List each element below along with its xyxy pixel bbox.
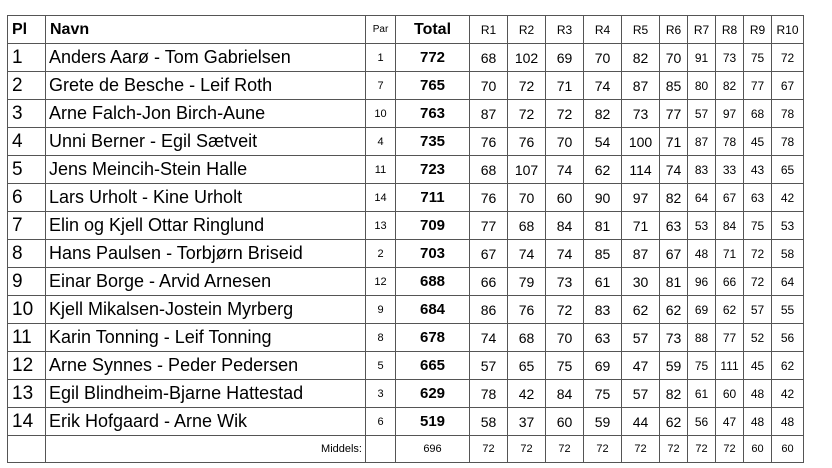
- placement-cell: 8: [8, 240, 46, 268]
- header-round: R1: [470, 16, 508, 44]
- round-score-cell: 44: [622, 408, 660, 436]
- round-score-cell: 81: [660, 268, 688, 296]
- header-round: R5: [622, 16, 660, 44]
- total-score-cell: 519: [396, 408, 470, 436]
- footer-round-average: 72: [470, 436, 508, 463]
- round-score-cell: 77: [660, 100, 688, 128]
- placement-cell: 6: [8, 184, 46, 212]
- round-score-cell: 45: [744, 352, 772, 380]
- round-score-cell: 70: [584, 44, 622, 72]
- round-score-cell: 85: [660, 72, 688, 100]
- round-score-cell: 63: [660, 212, 688, 240]
- total-score-cell: 735: [396, 128, 470, 156]
- pair-name-cell: Unni Berner - Egil Sætveit: [46, 128, 366, 156]
- round-score-cell: 80: [688, 72, 716, 100]
- placement-cell: 3: [8, 100, 46, 128]
- round-score-cell: 72: [546, 296, 584, 324]
- placement-cell: 7: [8, 212, 46, 240]
- round-score-cell: 86: [470, 296, 508, 324]
- round-score-cell: 62: [660, 296, 688, 324]
- round-score-cell: 77: [470, 212, 508, 240]
- pair-number-cell: 6: [366, 408, 396, 436]
- round-score-cell: 82: [716, 72, 744, 100]
- round-score-cell: 61: [584, 268, 622, 296]
- pair-name-cell: Erik Hofgaard - Arne Wik: [46, 408, 366, 436]
- pair-number-cell: 5: [366, 352, 396, 380]
- pair-number-cell: 9: [366, 296, 396, 324]
- round-score-cell: 53: [772, 212, 804, 240]
- pair-name-cell: Kjell Mikalsen-Jostein Myrberg: [46, 296, 366, 324]
- round-score-cell: 68: [470, 44, 508, 72]
- round-score-cell: 70: [508, 184, 546, 212]
- round-score-cell: 83: [688, 156, 716, 184]
- round-score-cell: 57: [622, 324, 660, 352]
- round-score-cell: 74: [508, 240, 546, 268]
- placement-cell: 11: [8, 324, 46, 352]
- round-score-cell: 64: [688, 184, 716, 212]
- round-score-cell: 70: [470, 72, 508, 100]
- round-score-cell: 72: [546, 100, 584, 128]
- round-score-cell: 97: [716, 100, 744, 128]
- pair-number-cell: 1: [366, 44, 396, 72]
- table-row: [8, 72, 804, 100]
- placement-cell: 12: [8, 352, 46, 380]
- header-total: Total: [396, 16, 470, 44]
- header-round: R6: [660, 16, 688, 44]
- round-score-cell: 62: [584, 156, 622, 184]
- round-score-cell: 54: [584, 128, 622, 156]
- round-score-cell: 71: [622, 212, 660, 240]
- round-score-cell: 75: [546, 352, 584, 380]
- round-score-cell: 45: [744, 128, 772, 156]
- round-score-cell: 65: [508, 352, 546, 380]
- pair-number-cell: 13: [366, 212, 396, 240]
- footer-total-average: 696: [396, 436, 470, 463]
- pair-number-cell: 3: [366, 380, 396, 408]
- round-score-cell: 72: [744, 240, 772, 268]
- round-score-cell: 75: [584, 380, 622, 408]
- round-score-cell: 48: [688, 240, 716, 268]
- round-score-cell: 56: [772, 324, 804, 352]
- round-score-cell: 82: [584, 100, 622, 128]
- round-score-cell: 77: [716, 324, 744, 352]
- round-score-cell: 42: [772, 380, 804, 408]
- footer-round-average: 72: [584, 436, 622, 463]
- round-score-cell: 67: [470, 240, 508, 268]
- round-score-cell: 42: [772, 184, 804, 212]
- round-score-cell: 57: [744, 296, 772, 324]
- table-row: [8, 100, 804, 128]
- total-score-cell: 765: [396, 72, 470, 100]
- round-score-cell: 114: [622, 156, 660, 184]
- header-round: R2: [508, 16, 546, 44]
- total-score-cell: 709: [396, 212, 470, 240]
- round-score-cell: 74: [584, 72, 622, 100]
- footer-round-average: 60: [772, 436, 804, 463]
- pair-name-cell: Lars Urholt - Kine Urholt: [46, 184, 366, 212]
- table-row: [8, 240, 804, 268]
- round-score-cell: 78: [772, 100, 804, 128]
- round-score-cell: 74: [546, 156, 584, 184]
- round-score-cell: 56: [688, 408, 716, 436]
- placement-cell: 1: [8, 44, 46, 72]
- placement-cell: 5: [8, 156, 46, 184]
- round-score-cell: 75: [744, 212, 772, 240]
- placement-cell: 10: [8, 296, 46, 324]
- round-score-cell: 77: [744, 72, 772, 100]
- footer-round-average: 72: [660, 436, 688, 463]
- footer-label: Middels:: [46, 436, 366, 463]
- total-score-cell: 763: [396, 100, 470, 128]
- round-score-cell: 60: [546, 184, 584, 212]
- round-score-cell: 59: [660, 352, 688, 380]
- round-score-cell: 71: [546, 72, 584, 100]
- table-row: [8, 408, 804, 436]
- round-score-cell: 111: [716, 352, 744, 380]
- total-score-cell: 711: [396, 184, 470, 212]
- round-score-cell: 96: [688, 268, 716, 296]
- round-score-cell: 65: [772, 156, 804, 184]
- round-score-cell: 55: [772, 296, 804, 324]
- table-row: [8, 268, 804, 296]
- footer-round-average: 60: [744, 436, 772, 463]
- placement-cell: 2: [8, 72, 46, 100]
- round-score-cell: 57: [470, 352, 508, 380]
- round-score-cell: 72: [772, 44, 804, 72]
- table-row: [8, 184, 804, 212]
- round-score-cell: 66: [470, 268, 508, 296]
- total-score-cell: 703: [396, 240, 470, 268]
- footer-round-average: 72: [546, 436, 584, 463]
- total-score-cell: 665: [396, 352, 470, 380]
- round-score-cell: 87: [470, 100, 508, 128]
- pair-name-cell: Grete de Besche - Leif Roth: [46, 72, 366, 100]
- header-round: R3: [546, 16, 584, 44]
- round-score-cell: 97: [622, 184, 660, 212]
- table-row: [8, 44, 804, 72]
- round-score-cell: 82: [622, 44, 660, 72]
- round-score-cell: 72: [508, 100, 546, 128]
- pair-number-cell: 2: [366, 240, 396, 268]
- round-score-cell: 74: [660, 156, 688, 184]
- round-score-cell: 48: [744, 408, 772, 436]
- round-score-cell: 70: [546, 324, 584, 352]
- pair-name-cell: Karin Tonning - Leif Tonning: [46, 324, 366, 352]
- pair-name-cell: Egil Blindheim-Bjarne Hattestad: [46, 380, 366, 408]
- round-score-cell: 76: [470, 184, 508, 212]
- round-score-cell: 72: [744, 268, 772, 296]
- round-score-cell: 68: [744, 100, 772, 128]
- round-score-cell: 62: [716, 296, 744, 324]
- round-score-cell: 69: [546, 44, 584, 72]
- round-score-cell: 75: [688, 352, 716, 380]
- total-score-cell: 688: [396, 268, 470, 296]
- total-score-cell: 678: [396, 324, 470, 352]
- round-score-cell: 73: [546, 268, 584, 296]
- placement-cell: 9: [8, 268, 46, 296]
- round-score-cell: 62: [660, 408, 688, 436]
- round-score-cell: 62: [622, 296, 660, 324]
- placement-cell: 4: [8, 128, 46, 156]
- round-score-cell: 70: [546, 128, 584, 156]
- footer-round-average: 72: [688, 436, 716, 463]
- total-score-cell: 629: [396, 380, 470, 408]
- round-score-cell: 107: [508, 156, 546, 184]
- round-score-cell: 68: [508, 324, 546, 352]
- header-par: Par: [366, 16, 396, 44]
- round-score-cell: 33: [716, 156, 744, 184]
- round-score-cell: 60: [716, 380, 744, 408]
- round-score-cell: 88: [688, 324, 716, 352]
- round-score-cell: 30: [622, 268, 660, 296]
- pair-name-cell: Elin og Kjell Ottar Ringlund: [46, 212, 366, 240]
- round-score-cell: 43: [744, 156, 772, 184]
- table-row: [8, 156, 804, 184]
- header-round: R9: [744, 16, 772, 44]
- round-score-cell: 58: [772, 240, 804, 268]
- round-score-cell: 90: [584, 184, 622, 212]
- pair-number-cell: 10: [366, 100, 396, 128]
- round-score-cell: 84: [546, 380, 584, 408]
- footer-row: [8, 436, 804, 463]
- round-score-cell: 57: [688, 100, 716, 128]
- pair-name-cell: Anders Aarø - Tom Gabrielsen: [46, 44, 366, 72]
- round-score-cell: 74: [546, 240, 584, 268]
- round-score-cell: 70: [660, 44, 688, 72]
- round-score-cell: 74: [470, 324, 508, 352]
- round-score-cell: 66: [716, 268, 744, 296]
- table-row: [8, 324, 804, 352]
- round-score-cell: 67: [660, 240, 688, 268]
- pair-name-cell: Jens Meincih-Stein Halle: [46, 156, 366, 184]
- header-pl: Pl: [8, 16, 46, 44]
- round-score-cell: 57: [622, 380, 660, 408]
- round-score-cell: 68: [508, 212, 546, 240]
- round-score-cell: 53: [688, 212, 716, 240]
- total-score-cell: 723: [396, 156, 470, 184]
- total-score-cell: 684: [396, 296, 470, 324]
- footer-round-average: 72: [716, 436, 744, 463]
- round-score-cell: 63: [744, 184, 772, 212]
- table-row: [8, 296, 804, 324]
- round-score-cell: 82: [660, 184, 688, 212]
- pair-number-cell: 14: [366, 184, 396, 212]
- table-row: [8, 352, 804, 380]
- table-row: [8, 128, 804, 156]
- round-score-cell: 75: [744, 44, 772, 72]
- pair-name-cell: Arne Falch-Jon Birch-Aune: [46, 100, 366, 128]
- footer-empty-cell: [366, 436, 396, 463]
- pair-name-cell: Einar Borge - Arvid Arnesen: [46, 268, 366, 296]
- round-score-cell: 84: [546, 212, 584, 240]
- round-score-cell: 67: [716, 184, 744, 212]
- round-score-cell: 82: [660, 380, 688, 408]
- header-round: R10: [772, 16, 804, 44]
- placement-cell: 14: [8, 408, 46, 436]
- round-score-cell: 59: [584, 408, 622, 436]
- pair-name-cell: Hans Paulsen - Torbjørn Briseid: [46, 240, 366, 268]
- round-score-cell: 69: [688, 296, 716, 324]
- round-score-cell: 79: [508, 268, 546, 296]
- round-score-cell: 78: [772, 128, 804, 156]
- round-score-cell: 87: [622, 240, 660, 268]
- round-score-cell: 62: [772, 352, 804, 380]
- header-round: R4: [584, 16, 622, 44]
- round-score-cell: 73: [622, 100, 660, 128]
- header-navn: Navn: [46, 16, 366, 44]
- pair-number-cell: 12: [366, 268, 396, 296]
- footer-round-average: 72: [622, 436, 660, 463]
- round-score-cell: 76: [508, 296, 546, 324]
- round-score-cell: 42: [508, 380, 546, 408]
- results-body: [8, 44, 804, 436]
- round-score-cell: 48: [772, 408, 804, 436]
- pair-number-cell: 7: [366, 72, 396, 100]
- total-score-cell: 772: [396, 44, 470, 72]
- header-round: R8: [716, 16, 744, 44]
- round-score-cell: 47: [622, 352, 660, 380]
- round-score-cell: 67: [772, 72, 804, 100]
- round-score-cell: 84: [716, 212, 744, 240]
- pair-number-cell: 4: [366, 128, 396, 156]
- round-score-cell: 63: [584, 324, 622, 352]
- footer-empty-cell: [8, 436, 46, 463]
- placement-cell: 13: [8, 380, 46, 408]
- round-score-cell: 76: [470, 128, 508, 156]
- round-score-cell: 48: [744, 380, 772, 408]
- round-score-cell: 64: [772, 268, 804, 296]
- round-score-cell: 69: [584, 352, 622, 380]
- round-score-cell: 102: [508, 44, 546, 72]
- round-score-cell: 72: [508, 72, 546, 100]
- results-table: [7, 15, 804, 463]
- round-score-cell: 47: [716, 408, 744, 436]
- round-score-cell: 68: [470, 156, 508, 184]
- round-score-cell: 85: [584, 240, 622, 268]
- round-score-cell: 87: [622, 72, 660, 100]
- round-score-cell: 78: [470, 380, 508, 408]
- round-score-cell: 71: [716, 240, 744, 268]
- round-score-cell: 73: [716, 44, 744, 72]
- round-score-cell: 61: [688, 380, 716, 408]
- footer-round-average: 72: [508, 436, 546, 463]
- pair-number-cell: 8: [366, 324, 396, 352]
- pair-name-cell: Arne Synnes - Peder Pedersen: [46, 352, 366, 380]
- header-row: [8, 16, 804, 44]
- round-score-cell: 71: [660, 128, 688, 156]
- round-score-cell: 100: [622, 128, 660, 156]
- table-row: [8, 380, 804, 408]
- round-score-cell: 52: [744, 324, 772, 352]
- round-score-cell: 91: [688, 44, 716, 72]
- round-score-cell: 60: [546, 408, 584, 436]
- pair-number-cell: 11: [366, 156, 396, 184]
- header-round: R7: [688, 16, 716, 44]
- round-score-cell: 87: [688, 128, 716, 156]
- round-score-cell: 37: [508, 408, 546, 436]
- round-score-cell: 78: [716, 128, 744, 156]
- round-score-cell: 76: [508, 128, 546, 156]
- round-score-cell: 83: [584, 296, 622, 324]
- round-score-cell: 58: [470, 408, 508, 436]
- table-row: [8, 212, 804, 240]
- round-score-cell: 73: [660, 324, 688, 352]
- round-score-cell: 81: [584, 212, 622, 240]
